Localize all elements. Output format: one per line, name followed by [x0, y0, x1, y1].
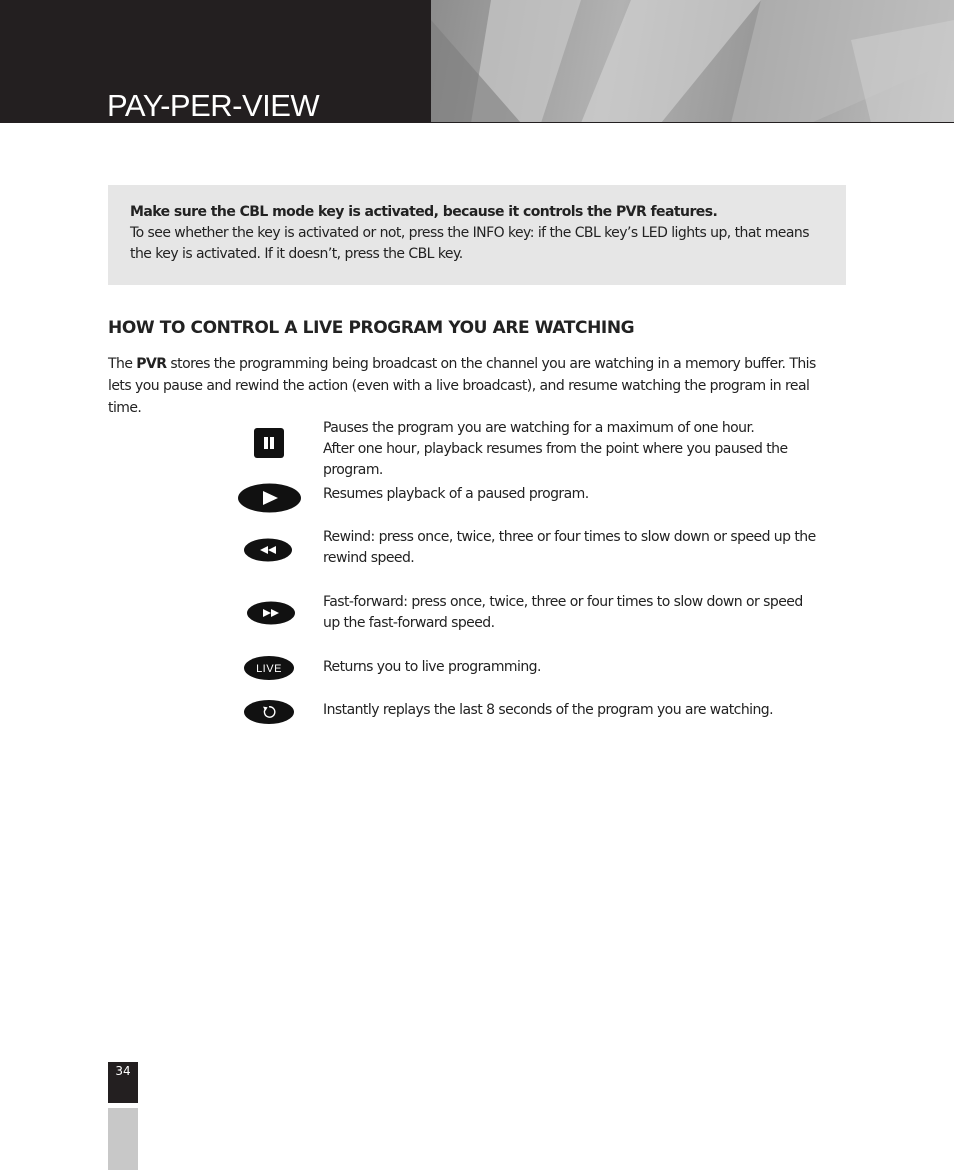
intro-after: stores the programming being broadcast on the channel you are watching in a memory buffer. This lets you pause and rewind the action (even with a live broadcast), and resume watching the program in real time. [108, 356, 816, 416]
notice-body: To see whether the key is activated or not, press the INFO key: if the CBL key’s LED lights up, that means the key is activated. If it doesn’t, press the CBL key. [130, 225, 809, 262]
play-description: Resumes playback of a paused program. [323, 486, 589, 502]
play-icon [237, 482, 302, 514]
page-number: 34 [115, 1064, 131, 1078]
section-heading: HOW TO CONTROL A LIVE PROGRAM YOU ARE WATCHING [108, 318, 635, 338]
header-image-band [431, 0, 954, 123]
pause-icon [253, 427, 285, 459]
section-intro [108, 353, 838, 419]
rewind-icon [243, 537, 293, 563]
fast-forward-description: Fast-forward: press once, twice, three or four times to slow down or speed up the fast-forward speed. [323, 594, 803, 631]
notice-bold-line: Make sure the CBL mode key is activated, because it controls the PVR features. [130, 204, 718, 220]
live-icon [243, 655, 295, 681]
fast-forward-icon [246, 600, 296, 626]
live-icon-label: LIVE [256, 663, 282, 675]
page-number-box [108, 1062, 138, 1103]
replay-description: Instantly replays the last 8 seconds of the program you are watching. [323, 702, 774, 718]
intro-pvr: PVR [136, 356, 167, 372]
replay-icon [243, 699, 295, 725]
pause-description: Pauses the program you are watching for a maximum of one hour. After one hour, playback resumes from the point where you paused the program. [323, 420, 788, 478]
page-tab-gray [108, 1108, 138, 1170]
notice-box [108, 185, 846, 285]
intro-before: The [108, 356, 137, 372]
rewind-description: Rewind: press once, twice, three or four times to slow down or speed up the rewind speed. [323, 529, 816, 566]
live-description: Returns you to live programming. [323, 659, 541, 675]
page-title: PAY-PER-VIEW [107, 88, 320, 123]
